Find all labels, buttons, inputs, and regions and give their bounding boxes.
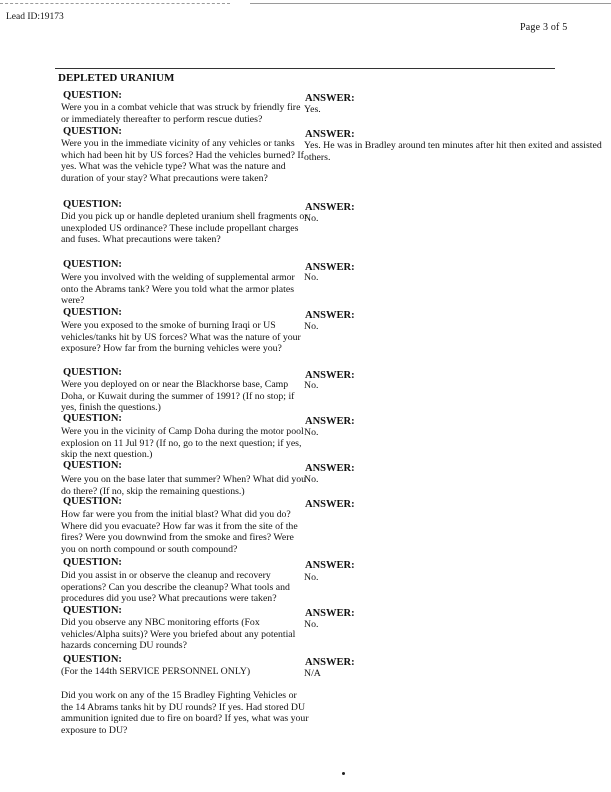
question-text: Were you deployed on or near the Blackhorse base, Camp Doha, or Kuwait during the summer of 1991? (If no stop; if yes, finish the questions.) — [61, 379, 295, 414]
question-label: QUESTION: — [63, 557, 122, 568]
question-text: Did you assist in or observe the cleanup and recovery operations? Can you describe the cleanup? What tools and procedures did you use? What precautions were taken? — [61, 570, 290, 605]
question-text: Did you pick up or handle depleted uranium shell fragments or unexploded US ordinance? These include propellant charges and fuses. What precautions were taken? — [61, 211, 308, 246]
answer-label: ANSWER: — [305, 93, 355, 104]
answer-label: ANSWER: — [305, 310, 355, 321]
answer-text: No. — [304, 427, 319, 438]
question-label: QUESTION: — [63, 605, 122, 616]
answer-label: ANSWER: — [305, 560, 355, 571]
question-text: Were you involved with the welding of supplemental armor onto the Abrams tank? Were you told what the armor plates were? — [61, 272, 295, 307]
answer-text: No. — [304, 474, 319, 485]
question-text: Did you observe any NBC monitoring efforts (Fox vehicles/Alpha suits)? Were you briefed about any potential hazards concerning DU rounds? — [61, 617, 296, 652]
question-label: QUESTION: — [63, 654, 122, 665]
answer-text: Yes. — [304, 104, 321, 115]
question-text: Were you in a combat vehicle that was struck by friendly fire or immediately thereafter to perform rescue duties? — [61, 102, 301, 125]
answer-label: ANSWER: — [305, 202, 355, 213]
answer-text: No. — [304, 619, 319, 630]
answer-label: ANSWER: — [305, 657, 355, 668]
question-label: QUESTION: — [63, 496, 122, 507]
answer-text: No. — [304, 272, 319, 283]
answer-text: No. — [304, 213, 319, 224]
answer-label: ANSWER: — [305, 463, 355, 474]
answer-label: ANSWER: — [305, 499, 355, 510]
question-text: Were you in the vicinity of Camp Doha during the motor pool explosion on 11 Jul 91? (If no, go to the next question; if yes, skip the next question.) — [61, 426, 304, 461]
top-edge-rule — [250, 3, 611, 4]
question-label: QUESTION: — [63, 199, 122, 210]
question-label: QUESTION: — [63, 307, 122, 318]
answer-label: ANSWER: — [305, 129, 355, 140]
question-label: QUESTION: — [63, 460, 122, 471]
question-label: QUESTION: — [63, 413, 122, 424]
answer-text: Yes. He was in Bradley around ten minutes after hit then exited and assisted others. — [304, 140, 602, 163]
answer-text: No. — [304, 380, 319, 391]
question-text: How far were you from the initial blast? What did you do? Where did you evacuate? How far was it from the site of the fires? Were you downwind from the smoke and fires? Were you on north compound or south compound? — [61, 509, 298, 555]
question-label: QUESTION: — [63, 259, 122, 270]
question-label: QUESTION: — [63, 90, 122, 101]
follow-up-question: Did you work on any of the 15 Bradley Fighting Vehicles or the 14 Abrams tanks hit by DU rounds? If yes. Had stored DU ammunition ignited due to fire on board? If yes, what was your exposure to DU? — [61, 690, 309, 736]
section-title: DEPLETED URANIUM — [58, 72, 175, 84]
answer-label: ANSWER: — [305, 262, 355, 273]
page-number: Page 3 of 5 — [520, 22, 568, 33]
section-divider — [55, 68, 555, 69]
question-text: Were you on the base later that summer? When? What did you do there? (If no, skip the remaining questions.) — [61, 474, 307, 497]
answer-label: ANSWER: — [305, 370, 355, 381]
answer-text: N/A — [304, 668, 321, 679]
question-label: QUESTION: — [63, 126, 122, 137]
question-text: Were you exposed to the smoke of burning Iraqi or US vehicles/tanks hit by US forces? What was the nature of your exposure? How far from the burning vehicles were you? — [61, 320, 301, 355]
scan-speck — [342, 772, 345, 775]
answer-text: No. — [304, 572, 319, 583]
question-text: (For the 144th SERVICE PERSONNEL ONLY) — [61, 666, 251, 677]
answer-text: No. — [304, 321, 319, 332]
question-text: Were you in the immediate vicinity of any vehicles or tanks which had been hit by US forces? Had the vehicles burned? If yes. What was the vehicle type? What was the nature and duration of your stay? What precautions were taken? — [61, 138, 304, 184]
answer-label: ANSWER: — [305, 416, 355, 427]
top-edge-rule — [0, 3, 230, 4]
answer-label: ANSWER: — [305, 608, 355, 619]
lead-id: Lead ID:19173 — [6, 12, 64, 22]
question-label: QUESTION: — [63, 367, 122, 378]
